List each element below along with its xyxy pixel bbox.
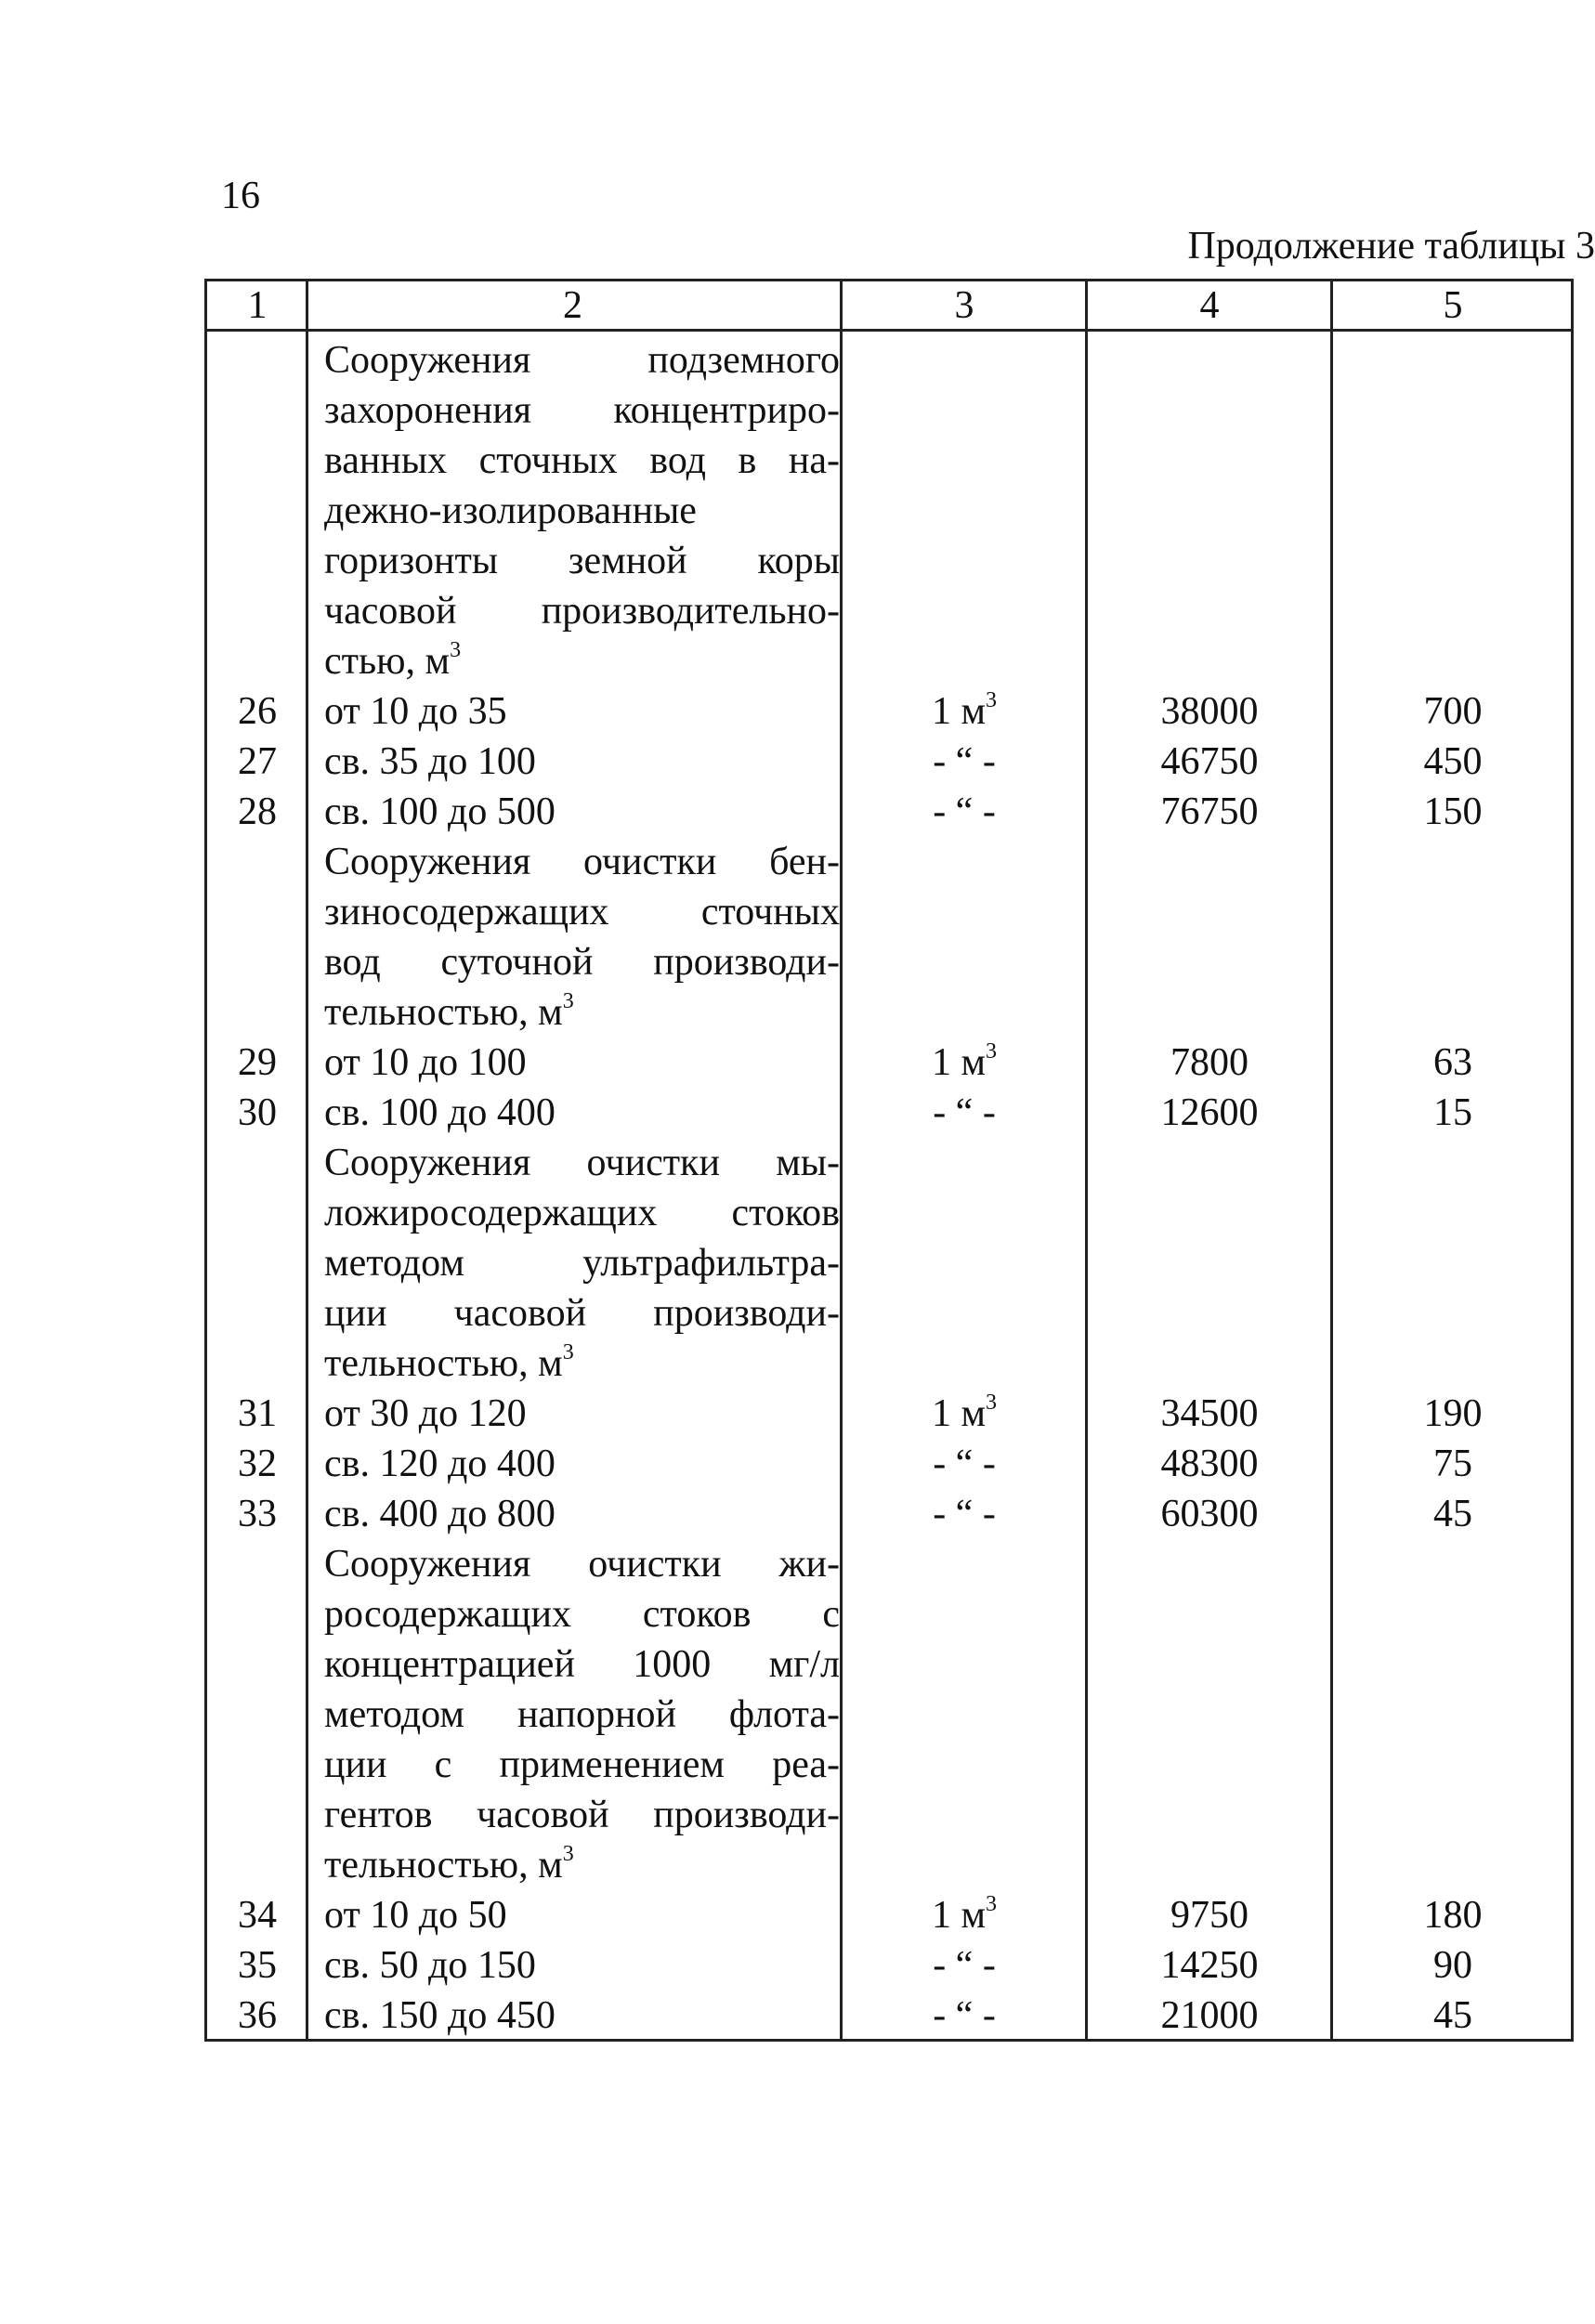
unit-text: - “ - xyxy=(933,1994,996,2037)
row-number: 30 xyxy=(238,1091,277,1134)
description-line xyxy=(324,1338,840,1389)
description-line xyxy=(324,887,840,937)
unit-superscript: 3 xyxy=(986,1390,998,1415)
description-line xyxy=(324,1539,840,1589)
unit-text: - “ - xyxy=(933,740,996,783)
description-line xyxy=(324,1138,840,1188)
row-number: 28 xyxy=(238,790,277,833)
row-unit xyxy=(843,787,1086,837)
unit-text: - “ - xyxy=(933,1443,996,1485)
description-text: горизонты земной коры xyxy=(324,540,840,582)
description-text: методом напорной флота- xyxy=(324,1693,840,1736)
row-value-col5: 45 xyxy=(1433,1493,1472,1535)
unit-text: - “ - xyxy=(933,1091,996,1134)
description-line xyxy=(324,1740,840,1790)
row-value-col5: 15 xyxy=(1433,1091,1472,1134)
column-header-1: 1 xyxy=(247,284,268,327)
description-line xyxy=(324,837,840,887)
description-text: гентов часовой производи- xyxy=(324,1794,840,1836)
section-description xyxy=(324,837,840,1038)
row-unit xyxy=(843,686,1086,737)
row-unit xyxy=(843,1489,1086,1539)
row-range: от 30 до 120 xyxy=(324,1392,527,1435)
row-unit xyxy=(843,1940,1086,1991)
row-value-col4: 48300 xyxy=(1160,1443,1259,1485)
row-value-col5: 190 xyxy=(1423,1392,1483,1435)
description-line xyxy=(324,1690,840,1740)
row-value-col4: 34500 xyxy=(1160,1392,1259,1435)
row-range: от 10 до 50 xyxy=(324,1894,507,1937)
description-text: стью, м xyxy=(324,640,451,683)
row-value-col5: 90 xyxy=(1433,1944,1472,1987)
unit-superscript: 3 xyxy=(562,1340,574,1364)
unit-superscript: 3 xyxy=(562,989,574,1013)
description-line xyxy=(324,1188,840,1238)
description-text: часовой производительно- xyxy=(324,590,840,633)
description-text: Сооружения подземного xyxy=(324,339,840,382)
data-table xyxy=(204,279,1574,2042)
row-range: св. 100 до 500 xyxy=(324,790,556,833)
row-value-col5: 150 xyxy=(1423,790,1483,833)
row-number: 26 xyxy=(238,690,277,733)
column-divider xyxy=(1085,281,1088,2039)
row-value-col4: 60300 xyxy=(1160,1493,1259,1535)
description-line xyxy=(324,436,840,486)
row-range: св. 400 до 800 xyxy=(324,1493,556,1535)
row-unit xyxy=(843,1389,1086,1439)
row-number: 36 xyxy=(238,1994,277,2037)
description-line xyxy=(324,335,840,385)
row-range: от 10 до 35 xyxy=(324,690,507,733)
unit-superscript: 3 xyxy=(986,688,998,712)
row-value-col4: 38000 xyxy=(1160,690,1259,733)
page-number: 16 xyxy=(221,175,260,217)
row-number: 29 xyxy=(238,1041,277,1084)
description-line xyxy=(324,1238,840,1288)
description-line xyxy=(324,385,840,436)
row-value-col4: 9750 xyxy=(1170,1894,1249,1937)
row-value-col5: 700 xyxy=(1423,690,1483,733)
unit-superscript: 3 xyxy=(562,1842,574,1866)
row-number: 27 xyxy=(238,740,277,783)
description-text: тельностью, м xyxy=(324,1844,563,1887)
description-line xyxy=(324,1589,840,1639)
description-line xyxy=(324,937,840,987)
unit-text: 1 м xyxy=(931,690,987,733)
unit-superscript: 3 xyxy=(986,1892,998,1916)
table-continuation-label: Продолжение таблицы 3 xyxy=(1187,225,1595,268)
row-value-col4: 76750 xyxy=(1160,790,1259,833)
description-text: Сооружения очистки мы- xyxy=(324,1142,840,1184)
description-line xyxy=(324,1840,840,1890)
row-range: св. 35 до 100 xyxy=(324,740,536,783)
unit-superscript: 3 xyxy=(986,1039,998,1064)
row-value-col5: 450 xyxy=(1423,740,1483,783)
row-value-col4: 14250 xyxy=(1160,1944,1259,1987)
section-description xyxy=(324,1138,840,1389)
description-line xyxy=(324,536,840,586)
row-unit xyxy=(843,1991,1086,2041)
row-value-col5: 75 xyxy=(1433,1443,1472,1485)
description-text: дежно-изолированные xyxy=(324,490,697,532)
row-number: 32 xyxy=(238,1443,277,1485)
row-range: св. 150 до 450 xyxy=(324,1994,556,2037)
row-value-col4: 46750 xyxy=(1160,740,1259,783)
row-unit xyxy=(843,1890,1086,1940)
row-range: св. 100 до 400 xyxy=(324,1091,556,1134)
section-description xyxy=(324,1539,840,1890)
unit-text: 1 м xyxy=(931,1894,987,1937)
section-description xyxy=(324,335,840,686)
description-line xyxy=(324,486,840,536)
row-value-col5: 63 xyxy=(1433,1041,1472,1084)
row-unit xyxy=(843,1088,1086,1138)
row-range: св. 120 до 400 xyxy=(324,1443,556,1485)
description-text: Сооружения очистки жи- xyxy=(324,1543,840,1586)
description-line xyxy=(324,1790,840,1840)
column-header-5: 5 xyxy=(1443,284,1463,327)
row-value-col4: 7800 xyxy=(1170,1041,1249,1084)
description-line xyxy=(324,586,840,636)
description-text: тельностью, м xyxy=(324,991,563,1034)
description-text: концентрацией 1000 мг/л xyxy=(324,1643,840,1686)
row-unit xyxy=(843,737,1086,787)
row-range: св. 50 до 150 xyxy=(324,1944,536,1987)
row-unit xyxy=(843,1038,1086,1088)
description-text: методом ультрафильтра- xyxy=(324,1242,840,1285)
row-value-col5: 45 xyxy=(1433,1994,1472,2037)
unit-text: - “ - xyxy=(933,1493,996,1535)
description-line xyxy=(324,1288,840,1338)
row-range: от 10 до 100 xyxy=(324,1041,527,1084)
description-text: зиносодержащих сточных xyxy=(324,891,840,934)
row-number: 31 xyxy=(238,1392,277,1435)
description-text: ложиросодержащих стоков xyxy=(324,1192,840,1234)
row-number: 33 xyxy=(238,1493,277,1535)
description-line xyxy=(324,636,840,686)
description-text: тельностью, м xyxy=(324,1342,563,1385)
row-value-col5: 180 xyxy=(1423,1894,1483,1937)
description-line xyxy=(324,987,840,1038)
description-text: Сооружения очистки бен- xyxy=(324,841,840,883)
unit-superscript: 3 xyxy=(450,638,462,662)
unit-text: 1 м xyxy=(931,1041,987,1084)
row-value-col4: 12600 xyxy=(1160,1091,1259,1134)
column-divider xyxy=(1330,281,1333,2039)
column-divider xyxy=(306,281,308,2039)
column-header-3: 3 xyxy=(954,284,974,327)
description-text: вод суточной производи- xyxy=(324,941,840,984)
column-header-4: 4 xyxy=(1199,284,1220,327)
description-text: захоронения концентриро- xyxy=(324,389,840,432)
header-divider xyxy=(207,329,1571,332)
description-text: ванных сточных вод в на- xyxy=(324,439,840,482)
unit-text: - “ - xyxy=(933,1944,996,1987)
row-number: 34 xyxy=(238,1894,277,1937)
unit-text: 1 м xyxy=(931,1392,987,1435)
row-unit xyxy=(843,1439,1086,1489)
description-line xyxy=(324,1639,840,1690)
unit-text: - “ - xyxy=(933,790,996,833)
description-text: ции с применением реа- xyxy=(324,1743,840,1786)
row-value-col4: 21000 xyxy=(1160,1994,1259,2037)
description-text: ции часовой производи- xyxy=(324,1292,840,1335)
row-number: 35 xyxy=(238,1944,277,1987)
column-divider xyxy=(840,281,843,2039)
description-text: росодержащих стоков с xyxy=(324,1593,840,1636)
column-header-2: 2 xyxy=(563,284,582,327)
